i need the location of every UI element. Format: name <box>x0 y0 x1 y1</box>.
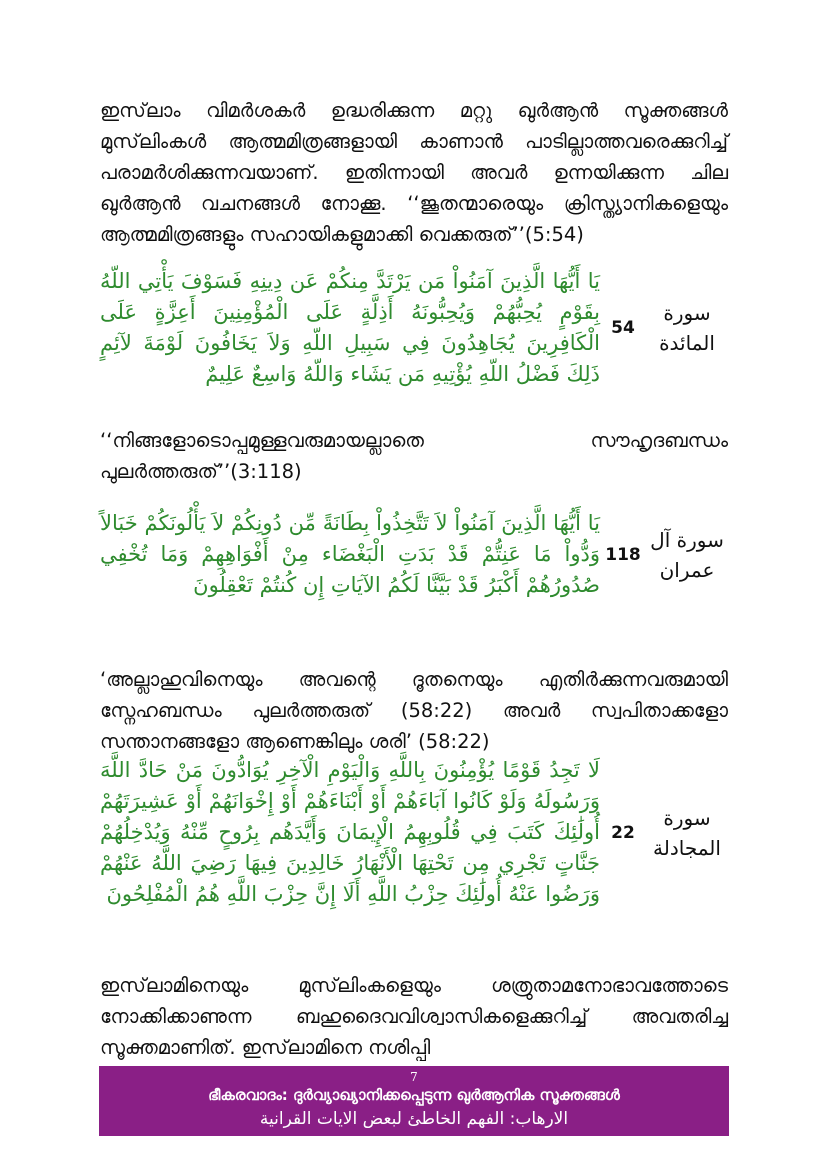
footer-title-malayalam: ഭീകരവാദം: ദുർവ്യാഖ്യാനിക്കപ്പെടുന്ന ഖുർആനിക സൂക്തങ്ങൾ <box>208 1086 620 1104</box>
verse-block-mujadilah <box>100 755 728 910</box>
surah-name: سورة المجادلة <box>653 805 721 860</box>
surah-name: سورة المائدة <box>659 301 715 355</box>
arabic-verse: لَا تَجِدُ قَوْمًا يُؤْمِنُونَ بِاللَّهِ وَالْيَوْمِ الْآخِرِ يُوَادُّونَ مَنْ حَادَّ اللَّهَ وَرَسُولَهُ وَلَوْ كَانُوا آبَاءَهُمْ أَوْ أَبْنَاءَهُمْ أَوْ إِخْوَانَهُمْ أَوْ عَشِيرَتَهُمْ أُولَٰئِكَ كَتَبَ فِي قُلُوبِهِمُ الْإِيمَانَ وَأَيَّدَهُم بِرُوحٍ مِّنْهُ وَيُدْخِلُهُمْ جَنَّاتٍ تَجْرِي مِن تَحْتِهَا الْأَنْهَارُ خَالِدِينَ فِيهَا رَضِيَ اللَّهُ عَنْهُمْ وَرَضُوا عَنْهُ أُولَٰئِكَ حِزْبُ اللَّهِ أَلَا إِنَّ حِزْبَ اللَّهِ هُمُ الْمُفْلِحُونَ <box>100 758 600 906</box>
paragraph-fourth: ഇസ്‌ലാമിനെയും മുസ്‌ലിംകളെയും ശത്രുതാമനോഭാവത്തോടെ നോക്കിക്കാണുന്ന ബഹുദൈവവിശ്വാസികളെക്കുറിച്ച് അവതരിച്ച സൂക്തമാണിത്. ഇസ്‌ലാമിനെ നശിപ്പി <box>100 974 728 1059</box>
paragraph-third: ‘അല്ലാഹുവിനെയും അവന്റെ ദൂതനെയും എതിർക്കുന്നവരുമായി സ്നേഹബന്ധം പുലർത്തരുത് (58:22) അവർ സ്വപിതാക്കളോ സന്താനങ്ങളോ ആണെങ്കിലും ശരി’ (58:22) <box>100 668 728 753</box>
arabic-verse: يَا أَيُّهَا الَّذِينَ آمَنُواْ لاَ تَتَّخِذُواْ بِطَانَةً مِّن دُونِكُمْ لاَ يَأْلُونَكُمْ خَبَالاً وَدُّواْ مَا عَنِتُّمْ قَدْ بَدَتِ الْبَغْضَاء مِنْ أَفْوَاهِهِمْ وَمَا تُخْفِي صُدُورُهُمْ أَكْبَرُ قَدْ بَيَّنَّا لَكُمُ الآيَاتِ إِن كُنتُمْ تَعْقِلُونَ <box>100 511 600 597</box>
arabic-verse: يَا أَيُّهَا الَّذِينَ آمَنُواْ مَن يَرْتَدَّ مِنكُمْ عَن دِينِهِ فَسَوْفَ يَأْتِي اللّهُ بِقَوْمٍ يُحِبُّهُمْ وَيُحِبُّونَهُ أَذِلَّةٍ عَلَى الْمُؤْمِنِينَ أَعِزَّةٍ عَلَى الْكَافِرِينَ يُجَاهِدُونَ فِي سَبِيلِ اللّهِ وَلاَ يَخَافُونَ لَوْمَةَ لآئِمٍ ذَلِكَ فَضْلُ اللّهِ يُؤْتِيهِ مَن يَشَاء وَاللّهُ وَاسِعٌ عَلِيمٌ <box>100 269 600 386</box>
ayah-number: 118 <box>605 544 641 565</box>
verse-block-imran <box>100 508 728 601</box>
paragraph-second: ‘‘നിങ്ങളോടൊപ്പമുള്ളവരുമായല്ലാതെ സൗഹൃദബന്ധം പുലർത്തരുത്’’(3:118) <box>100 429 728 483</box>
ayah-number: 54 <box>611 318 635 338</box>
ayah-number: 22 <box>611 822 635 843</box>
footer-title-arabic: الارهاب: الفهم الخاطئ لبعض الايات القرانية <box>259 1109 569 1129</box>
surah-name: سورة آل عمران <box>650 527 724 582</box>
verse-block-maidah <box>100 266 728 390</box>
paragraph-intro: ഇസ്‌ലാം വിമർശകർ ഉദ്ധരിക്കുന്ന മറ്റു ഖുർആൻ സൂക്തങ്ങൾ മുസ്‌ലിംകൾ ആത്മമിത്രങ്ങളായി കാണാൻ പാടില്ലാത്തവരെക്കുറിച്ച് പരാമർശിക്കുന്നവയാണ്. ഇതിന്നായി അവർ ഉന്നയിക്കുന്ന ചില ഖുർആൻ വചനങ്ങൾ നോക്കൂ. ‘‘ജൂതന്മാരെയും ക്രിസ്ത്യാനികളെയും ആത്മമിത്രങ്ങളും സഹായികളുമാക്കി വെക്കരുത്’’(5:54) <box>100 99 728 246</box>
page-number: 7 <box>410 1070 418 1084</box>
page-footer <box>99 1066 729 1136</box>
